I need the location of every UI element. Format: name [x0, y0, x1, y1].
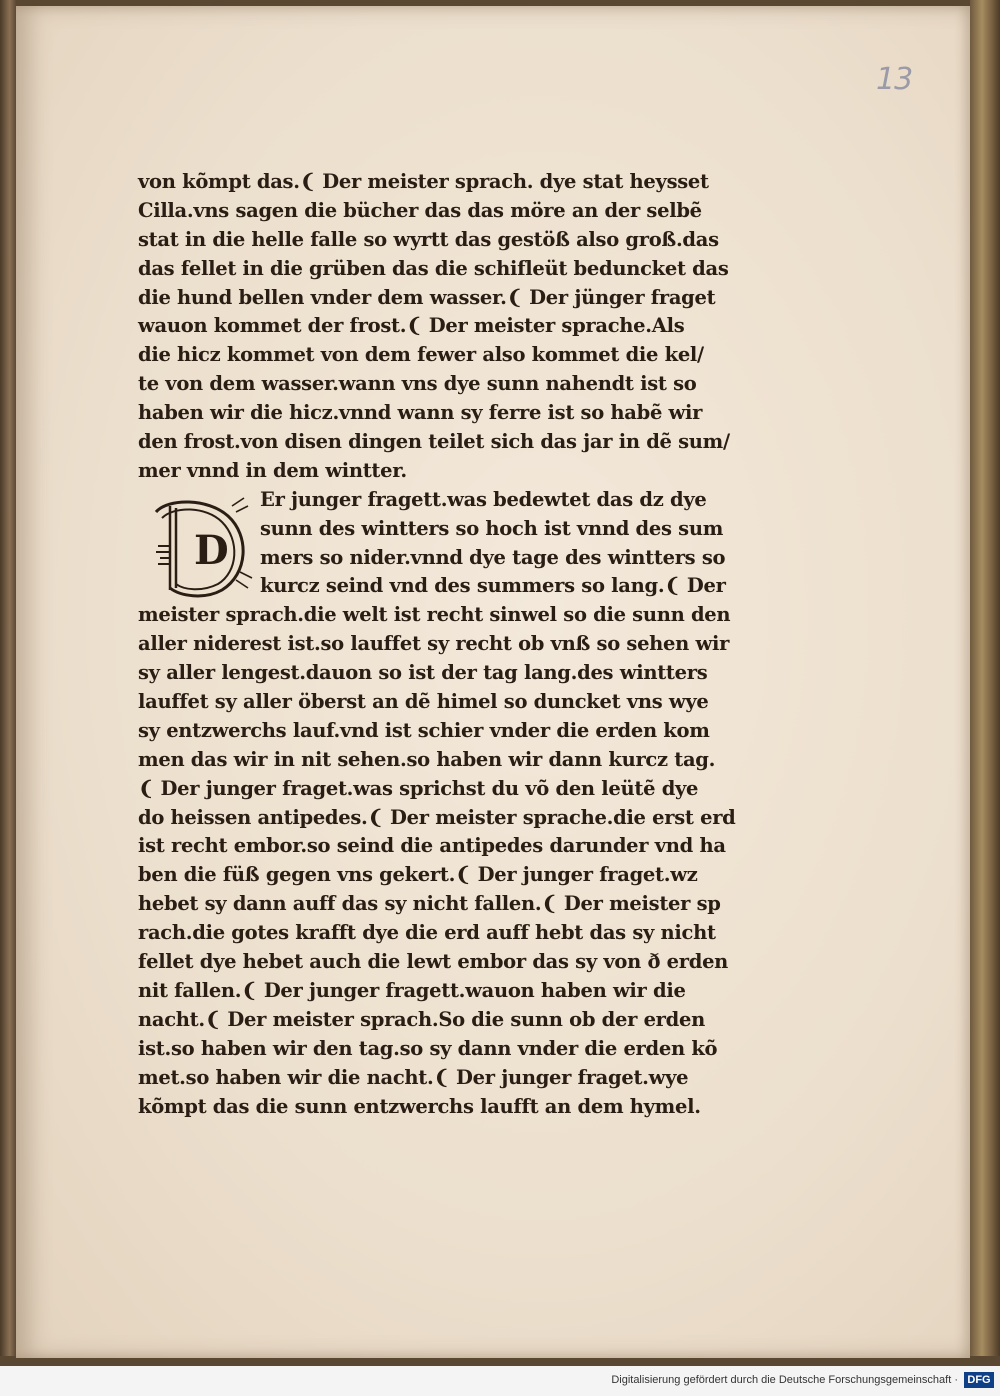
text-line: ❨ Der junger fraget.was sprichst du võ den leütẽ dye — [138, 776, 699, 800]
text-line: Er junger fragett.was bedewtet das dz dye — [260, 487, 707, 511]
text-line: sy aller lengest.dauon so ist der tag lang.des wintters — [138, 661, 708, 685]
text-line: von kõmpt das.❨ Der meister sprach. dye stat heysset — [138, 170, 709, 193]
text-line: men das wir in nit sehen.so haben wir dann kurcz tag. — [138, 747, 716, 771]
bottom-paragraph — [138, 601, 768, 1121]
text-line: den frost.von disen dingen teilet sich das jar in dẽ sum/ — [138, 430, 730, 454]
text-line: wauon kommet der frost.❨ Der meister sprache.Als — [138, 314, 685, 338]
text-line: mers so nider.vnnd dye tage des wintters so — [260, 545, 726, 569]
decorated-initial-d — [148, 492, 256, 600]
text-line: sunn des wintters so hoch ist vnnd des sum — [260, 516, 724, 540]
text-line: fellet dye hebet auch die lewt embor das sy von ð erden — [138, 950, 729, 974]
text-line: kurcz seind vnd des summers so lang.❨ Der — [260, 574, 726, 598]
dfg-logo: DFG — [964, 1372, 994, 1388]
folio-number: 13 — [876, 62, 913, 97]
text-line: do heissen antipedes.❨ Der meister sprache.die erst erd — [138, 805, 736, 829]
footer-credit: Digitalisierung gefördert durch die Deutsche Forschungsgemeinschaft · — [611, 1374, 958, 1386]
text-line: haben wir die hicz.vnnd wann sy ferre ist so habẽ wir — [138, 401, 703, 425]
initial-letter: D — [194, 527, 229, 574]
text-line: hebet sy dann auff das sy nicht fallen.❨ Der meister sp — [138, 892, 721, 916]
text-line: nacht.❨ Der meister sprach.So die sunn ob der erden — [138, 1007, 705, 1031]
text-line: die hund bellen vnder dem wasser.❨ Der jünger fraget — [138, 285, 716, 309]
text-line: rach.die gotes krafft dye die erd auff hebt das sy nicht — [138, 921, 716, 945]
text-line: aller niderest ist.so lauffet sy recht ob vnß so sehen wir — [138, 632, 730, 656]
book-cover-left-edge — [0, 0, 16, 1366]
book-cover-right-edge — [970, 0, 1000, 1366]
text-line: meister sprach.die welt ist recht sinwel so die sunn den — [138, 603, 731, 627]
text-line: lauffet sy aller öberst an dẽ himel so duncket vns wye — [138, 690, 709, 714]
text-line: stat in die helle falle so wyrtt das gestöß also groß.das — [138, 227, 719, 251]
text-line: ist.so haben wir den tag.so sy dann vnder die erden kõ — [138, 1036, 718, 1060]
text-line: ben die füß gegen vns gekert.❨ Der junger fraget.wz — [138, 863, 698, 887]
text-line: ist recht embor.so seind die antipedes darunder vnd ha — [138, 834, 726, 858]
text-line: die hicz kommet von dem fewer also kommet die kel/ — [138, 343, 704, 367]
text-line: das fellet in die grüben das die schifleüt beduncket das — [138, 256, 729, 280]
text-block — [138, 168, 768, 1121]
text-line: Cilla.vns sagen die bücher das das möre an der selbẽ — [138, 198, 702, 222]
text-line: sy entzwerchs lauf.vnd ist schier vnder die erden kom — [138, 718, 710, 742]
text-line: mer vnnd in dem wintter. — [138, 458, 407, 482]
text-line: te von dem wasser.wann vns dye sunn nahendt ist so — [138, 372, 697, 396]
text-line: met.so haben wir die nacht.❨ Der junger fraget.wye — [138, 1065, 689, 1089]
text-line: kõmpt das die sunn entzwerchs laufft an dem hymel. — [138, 1094, 701, 1118]
top-paragraph — [138, 168, 768, 486]
text-line: nit fallen.❨ Der junger fragett.wauon haben wir die — [138, 978, 686, 1002]
